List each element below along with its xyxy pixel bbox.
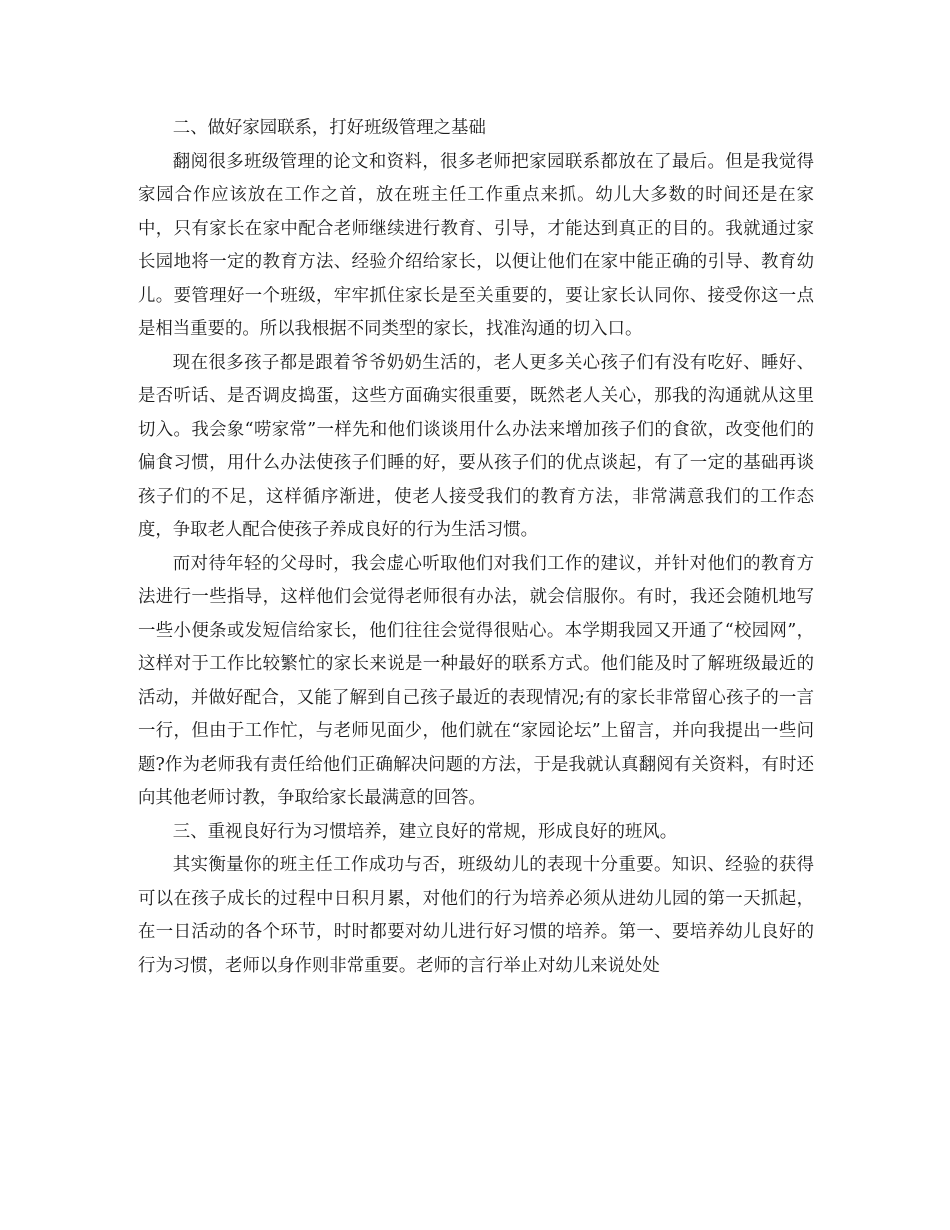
section-heading-3: 三、重视良好行为习惯培养，建立良好的常规，形成良好的班风。 <box>172 821 678 842</box>
paragraph-young-parents: 而对待年轻的父母时，我会虚心听取他们对我们工作的建议，并针对他们的教育方法进行一些指导，这样他们会觉得老师很有办法，就会信服你。有时，我还会随机地写一些小便条或发短信给家长，他们往往会觉得很贴心。本学期我园又开通了“校园网”，这样对于工作比较繁忙的家长来说是一种最好的联系方式。他们能及时了解班级最近的活动，并做好配合，又能了解到自己孩子最近的表现情况;有的家长非常留心孩子的一言一行，但由于工作忙，与老师见面少，他们就在“家园论坛”上留言，并向我提出一些问题?作为老师我有责任给他们正确解决问题的方法，于是我就认真翻阅有关资料，有时还向其他老师讨教，争取给家长最满意的回答。 <box>138 553 814 808</box>
paragraph-home-school-contact: 翻阅很多班级管理的论文和资料，很多老师把家园联系都放在了最后。但是我觉得家园合作应该放在工作之首，放在班主任工作重点来抓。幼儿大多数的时间还是在家中，只有家长在家中配合老师继续进行教育、引导，才能达到真正的目的。我就通过家长园地将一定的教育方法、经验介绍给家长，以便让他们在家中能正确的引导、教育幼儿。要管理好一个班级，牢牢抓住家长是至关重要的，要让家长认同你、接受你这一点是相当重要的。所以我根据不同类型的家长，找准沟通的切入口。 <box>138 151 814 339</box>
document-body <box>138 112 814 983</box>
section-heading-2: 二、做好家园联系，打好班级管理之基础 <box>172 118 486 138</box>
paragraph-grandparents: 现在很多孩子都是跟着爷爷奶奶生活的，老人更多关心孩子们有没有吃好、睡好、是否听话、是否调皮捣蛋，这些方面确实很重要，既然老人关心，那我的沟通就从这里切入。我会象“唠家常”一样先和他们谈谈用什么办法来增加孩子们的食欲，改变他们的偏食习惯，用什么办法使孩子们睡的好，要从孩子们的优点谈起，有了一定的基础再谈孩子们的不足，这样循序渐进，使老人接受我们的教育方法，非常满意我们的工作态度，争取老人配合使孩子养成良好的行为生活习惯。 <box>138 352 814 540</box>
paragraph-behavior-habits: 其实衡量你的班主任工作成功与否，班级幼儿的表现十分重要。知识、经验的获得可以在孩子成长的过程中日积月累，对他们的行为培养必须从进幼儿园的第一天抓起，在一日活动的各个环节，时时都要对幼儿进行好习惯的培养。第一、要培养幼儿良好的行为习惯，老师以身作则非常重要。老师的言行举止对幼儿来说处处 <box>138 855 814 976</box>
